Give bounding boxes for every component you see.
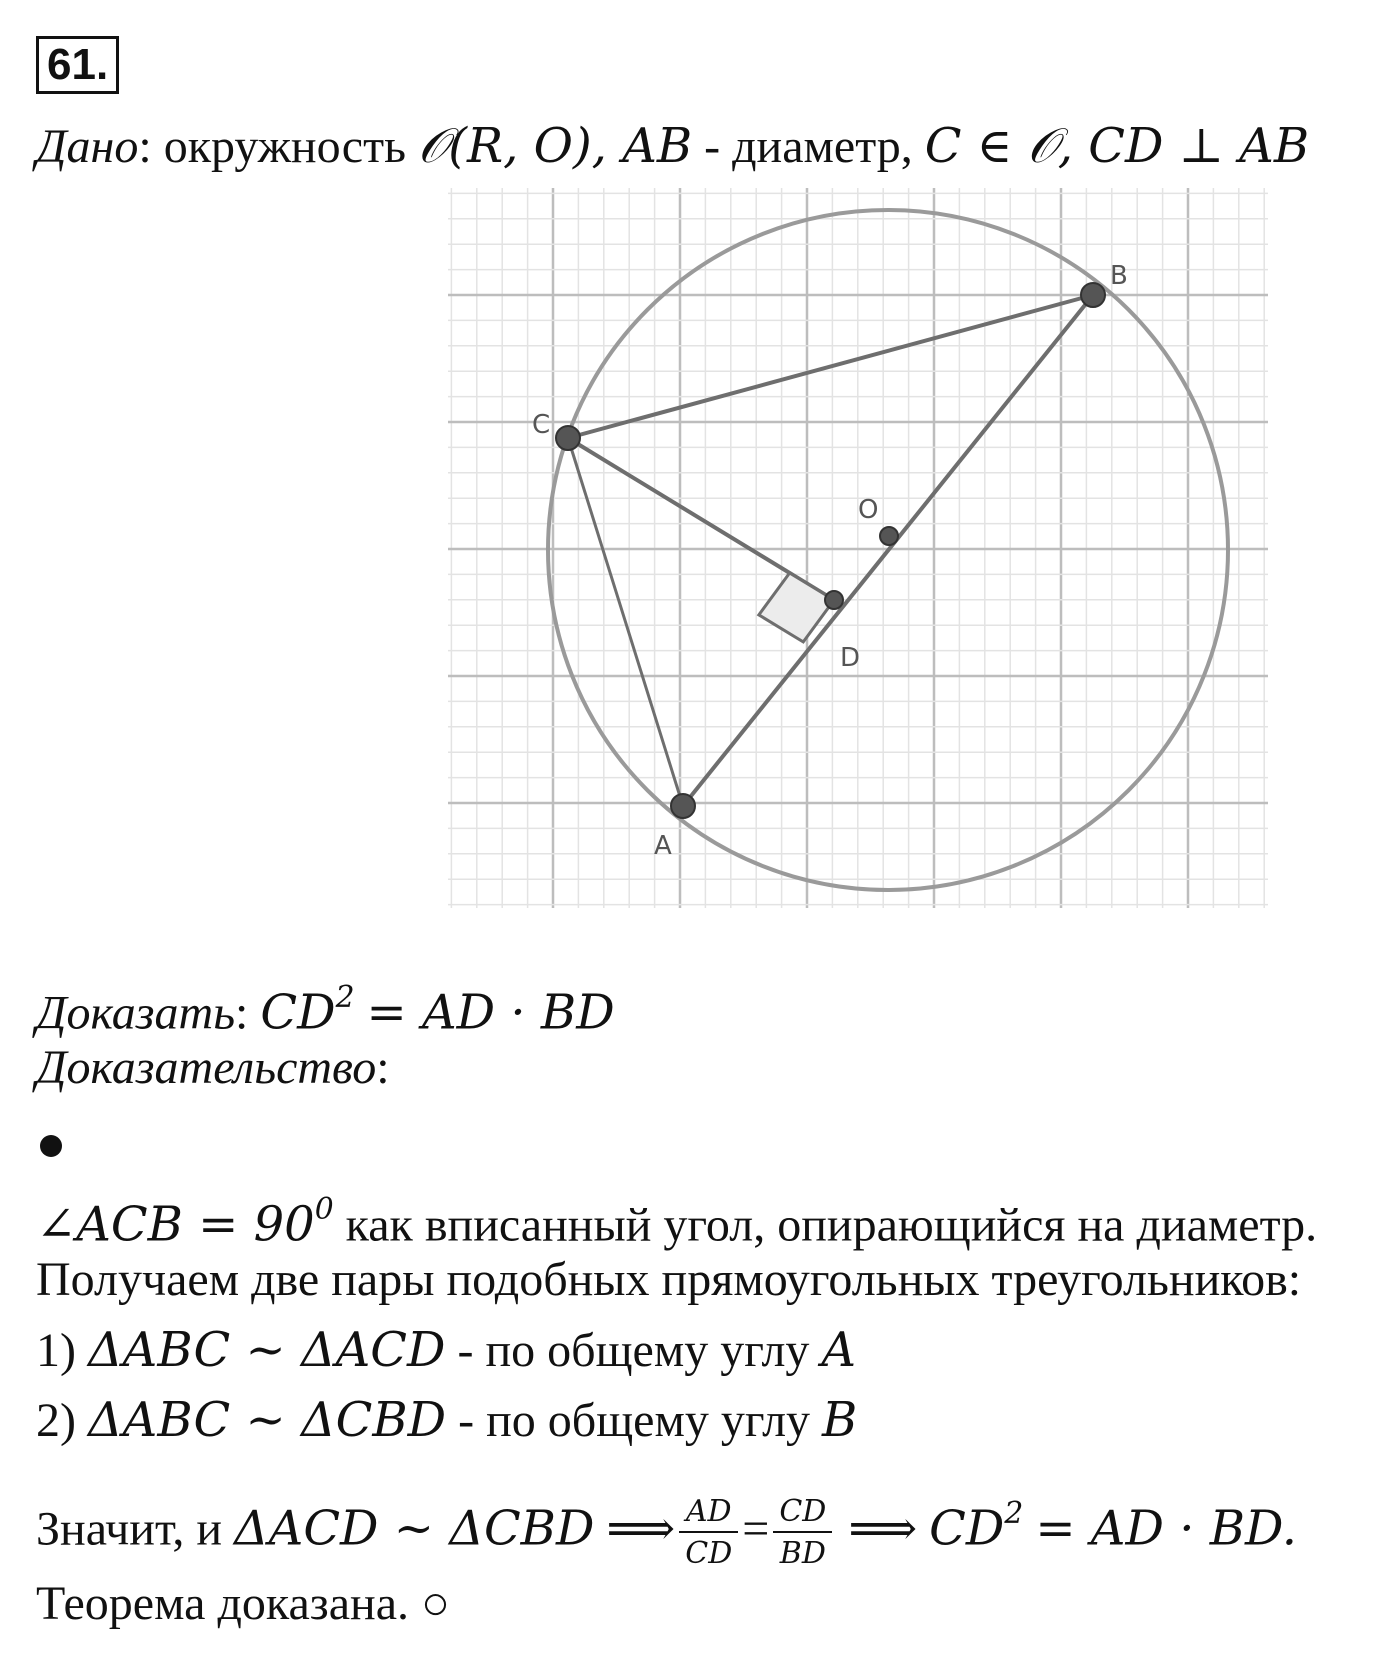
item-2-angle: B: [822, 1392, 858, 1448]
proof-line-1-text: как вписанный угол, опирающийся на диаметр.: [345, 1198, 1318, 1252]
given-line: Дано: окружность 𝒪(R, O), AB - диаметр, C ∈ 𝒪, CD ⊥ AB: [36, 118, 1310, 174]
given-math-conditions: C ∈ 𝒪, CD ⊥ AB: [924, 118, 1310, 174]
given-math-circle: 𝒪(R, O), AB: [417, 118, 693, 174]
fraction-2-denominator: BD: [779, 1536, 826, 1572]
point-label-a: A: [654, 831, 672, 861]
item-2-number: 2): [36, 1394, 76, 1447]
proof-line-3: [36, 1322, 856, 1379]
prove-line: Доказать: $CD^2$ = AD · BD: [36, 980, 615, 1041]
point-label-b: B: [1110, 261, 1128, 291]
point-label-c: C: [532, 410, 551, 440]
fraction-1-numerator: AD: [679, 1495, 738, 1533]
prove-lhs: CD: [260, 984, 336, 1041]
proof-line-1: [36, 1182, 1317, 1253]
given-text-diameter: - диаметр,: [704, 120, 913, 173]
geometry-figure: [448, 188, 1268, 908]
segment-ca: [568, 438, 683, 806]
fraction-1-denominator: CD: [685, 1536, 733, 1572]
prove-exponent: 2: [335, 980, 355, 1015]
degree-exponent: 0: [314, 1192, 334, 1227]
angle-acb: ∠ACB = 90: [36, 1196, 315, 1253]
fraction-2-numerator: CD: [773, 1495, 832, 1533]
segment-bc: [568, 295, 1093, 438]
final-lhs: CD: [929, 1500, 1005, 1557]
proof-line-4: [36, 1392, 857, 1449]
point-d: [825, 591, 843, 609]
point-label-d: D: [840, 643, 861, 673]
equals-sign: =: [742, 1502, 770, 1556]
final-rhs: = AD · BD.: [1035, 1500, 1298, 1557]
prove-rhs: = AD · BD: [366, 984, 615, 1041]
therefore-text: Значит, и: [36, 1502, 222, 1556]
point-o: [880, 527, 898, 545]
given-text: окружность: [163, 120, 406, 173]
item-1-number: 1): [36, 1324, 76, 1377]
fraction-ad-cd: [679, 1495, 738, 1571]
point-b: [1081, 283, 1105, 307]
fraction-cd-bd: [773, 1495, 832, 1571]
point-c: [556, 426, 580, 450]
item-2-text: - по общему углу: [458, 1394, 811, 1447]
proof-heading: Доказательство:: [36, 1041, 390, 1094]
point-a: [671, 794, 695, 818]
implies-arrow-1: ⟹: [606, 1502, 676, 1556]
prove-label: Доказать: [36, 986, 236, 1040]
proof-line-5: [36, 1474, 1297, 1571]
proof-label: Доказательство: [36, 1041, 377, 1094]
similarity-1: ΔABC ~ ΔACD: [87, 1322, 446, 1378]
item-1-angle: A: [821, 1322, 857, 1378]
bullet-icon: [40, 1135, 62, 1157]
similarity-2: ΔABC ~ ΔCBD: [87, 1392, 447, 1448]
given-label: Дано: [36, 120, 139, 173]
problem-number: 61.: [36, 36, 119, 94]
final-exponent: 2: [1004, 1496, 1024, 1531]
conclusion-line: Теорема доказана. ○: [36, 1577, 451, 1630]
similarity-3: ΔACD ~ ΔCBD: [234, 1500, 595, 1557]
item-1-text: - по общему углу: [457, 1324, 810, 1377]
point-label-o: O: [858, 495, 879, 525]
points: [556, 283, 1105, 818]
proof-line-2: Получаем две пары подобных прямоугольных треугольников:: [36, 1253, 1302, 1306]
implies-arrow-2: ⟹: [848, 1502, 918, 1556]
grid: [448, 188, 1268, 908]
